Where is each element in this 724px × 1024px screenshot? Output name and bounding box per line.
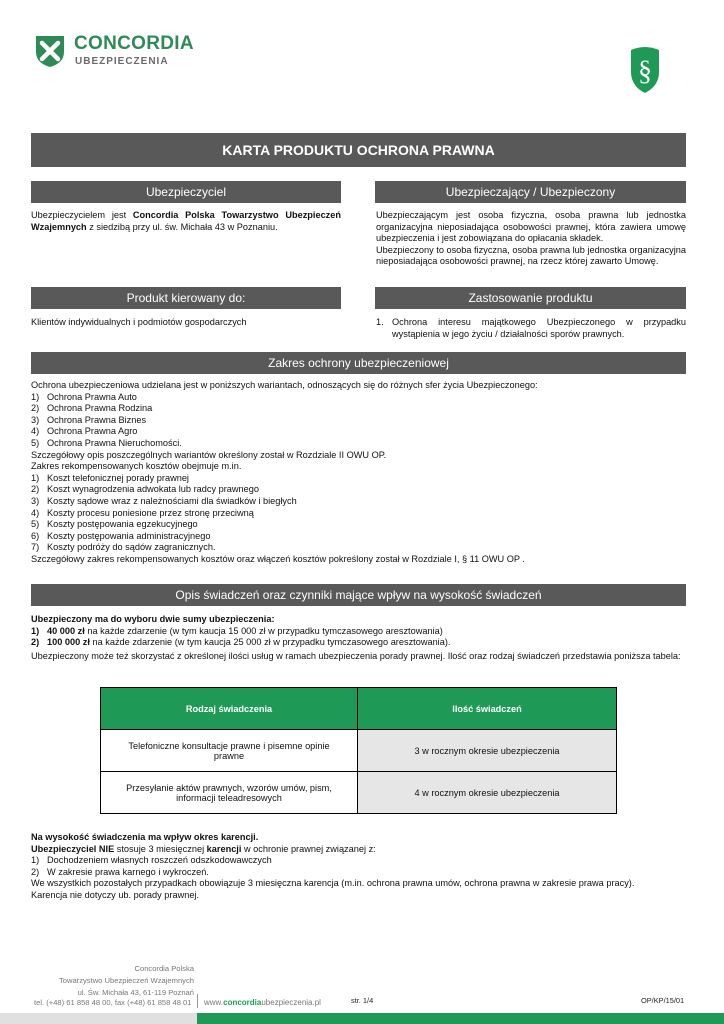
variants-list <box>31 392 686 450</box>
variants-note: Szczegółowy opis poszczególnych wariantów określony został w Rozdziale II OWU OP. <box>31 449 387 460</box>
footer-green-band <box>197 1013 724 1024</box>
footer-website-link[interactable]: www.concordiaubezpieczenia.pl <box>204 998 321 1007</box>
table-cell: Telefoniczne konsultacje prawne i pisemne opinie prawne <box>101 730 358 772</box>
list-item: 1) 40 000 zł na każde zdarzenie (w tym kaucja 15 000 zł w przypadku tymczasowego aresztowania) <box>31 625 443 636</box>
concordia-shield-logo-icon <box>34 34 66 68</box>
list-item: 4) Koszty procesu poniesione przez stronę przeciwną <box>31 507 254 518</box>
target-text: Klientów indywidualnych i podmiotów gospodarczych <box>31 317 247 327</box>
footer-grey-band <box>0 1013 197 1024</box>
list-item: 4) Ochrona Prawna Agro <box>31 426 138 437</box>
waiting-rule: Ubezpieczyciel NIE stosuje 3 miesięcznej karencji w ochronie prawnej związanej z: <box>31 843 376 854</box>
table-cell: Przesyłanie aktów prawnych, wzorów umów, pism, informacji teleadresowych <box>101 772 358 814</box>
target-heading: Produkt kierowany do: <box>31 287 341 309</box>
footer-divider <box>197 994 198 1008</box>
list-item: 2) Koszt wynagrodzenia adwokata lub radcy prawnego <box>31 484 259 495</box>
waiting-list <box>31 855 686 878</box>
table-intro: Ubezpieczony może też skorzystać z określonej ilości usług w ramach ubezpieczenia porady prawnej. Ilość oraz rodzaj świadczeń przedstawia poniższa tabela: <box>31 650 681 661</box>
costs-intro: Zakres rekompensowanych kosztów obejmuje m.in. <box>31 461 242 472</box>
list-item: 2) 100 000 zł na każde zdarzenie (w tym kaucja 25 000 zł w przypadku tymczasowego aresztowania). <box>31 637 451 648</box>
sums-list <box>31 626 686 649</box>
list-item: 2) Ochrona Prawna Rodzina <box>31 403 153 414</box>
insurer-text: Ubezpieczycielem jest Concordia Polska Towarzystwo Ubezpieczeń Wzajemnych z siedzibą przy ul. św. Michała 43 w Poznaniu. <box>31 210 341 232</box>
table-header: Rodzaj świadczenia <box>101 688 358 730</box>
waiting-period-section <box>31 832 686 902</box>
table-cell: 3 w rocznym okresie ubezpieczenia <box>358 730 617 772</box>
benefits-table <box>100 687 617 814</box>
table-row <box>101 730 617 772</box>
scope-heading: Zakres ochrony ubezpieczeniowej <box>31 352 686 374</box>
waiting-none: Karencja nie dotyczy ub. porady prawnej. <box>31 889 200 900</box>
brand-subtitle: UBEZPIECZENIA <box>75 56 169 67</box>
insurer-heading: Ubezpieczyciel <box>31 181 341 203</box>
scope-body <box>31 380 686 566</box>
document-code: OP/KP/15/01 <box>641 996 685 1005</box>
insured-text: Ubezpieczającym jest osoba fizyczna, osoba prawna lub jednostka organizacyjna nieposiadająca osobowości prawnej, która zawiera umowę ubezpieczenia i jest zobowiązana do opłacania składek. Ubezpieczony to osoba fizyczna, osoba prawna lub jednostka organizacyjna nieposiadająca osobowości prawnej, na rzecz której zawarto Umowę. <box>376 210 687 267</box>
list-item: 7) Koszty podróży do sądów zagranicznych. <box>31 542 216 553</box>
waiting-title: Na wysokość świadczenia ma wpływ okres karencji. <box>31 832 259 842</box>
table-header: Ilość świadczeń <box>358 688 617 730</box>
list-item: 5) Koszty postępowania egzekucyjnego <box>31 519 198 530</box>
waiting-other: We wszystkich pozostałych przypadkach obowiązuje 3 miesięczna karencja (m.in. ochrona prawna umów, ochrona prawna w zakresie prawa pracy). <box>31 878 635 889</box>
brand-name: CONCORDIA <box>74 33 194 54</box>
svg-text:§: § <box>638 56 652 87</box>
table-row <box>101 772 617 814</box>
list-item: 1) Ochrona Prawna Auto <box>31 391 137 402</box>
insured-heading: Ubezpieczający / Ubezpieczony <box>375 181 686 203</box>
table-cell: 4 w rocznym okresie ubezpieczenia <box>358 772 617 814</box>
usage-list <box>376 317 686 340</box>
list-item: 3) Ochrona Prawna Biznes <box>31 414 147 425</box>
green-paragraph-seal-icon <box>628 46 662 94</box>
list-item: 5) Ochrona Prawna Nieruchomości. <box>31 437 182 448</box>
list-item: 2) W zakresie prawa karnego i wykroczeń. <box>31 866 209 877</box>
list-item: 1. Ochrona interesu majątkowego Ubezpieczonego w przypadku wystąpienia w jego życiu / działalności sporów prawnych. <box>376 317 686 339</box>
costs-list <box>31 473 686 554</box>
footer-contact: tel. (+48) 61 858 48 00, fax (+48) 61 858 48 01 <box>34 998 192 1007</box>
list-item: 1) Koszt telefonicznej porady prawnej <box>31 472 189 483</box>
list-item: 6) Koszty postępowania administracyjnego <box>31 530 211 541</box>
page-number: str. 1/4 <box>351 996 374 1005</box>
benefits-body <box>31 614 686 662</box>
scope-intro: Ochrona ubezpieczeniowa udzielana jest w poniższych wariantach, odnoszących się do różnych sfer życia Ubezpieczonego: <box>31 380 538 390</box>
page-title: KARTA PRODUKTU OCHRONA PRAWNA <box>31 133 686 167</box>
list-item: 3) Koszty sądowe wraz z należnościami dla świadków i biegłych <box>31 495 297 506</box>
usage-heading: Zastosowanie produktu <box>375 287 686 309</box>
benefits-heading: Opis świadczeń oraz czynniki mające wpływ na wysokość świadczeń <box>31 584 686 606</box>
sums-title: Ubezpieczony ma do wyboru dwie sumy ubezpieczenia: <box>31 614 275 624</box>
costs-note: Szczegółowy zakres rekompensowanych kosztów oraz włączeń kosztów pokreślony został w Rozdziale I, § 11 OWU OP . <box>31 553 525 564</box>
list-item: 1) Dochodzeniem własnych roszczeń odszkodowawczych <box>31 855 272 866</box>
footer-address-block: Concordia Polska Towarzystwo Ubezpieczeń Wzajemnych ul. Św. Michała 43, 61-119 Poznań <box>58 964 194 997</box>
table-header-row <box>101 688 617 730</box>
